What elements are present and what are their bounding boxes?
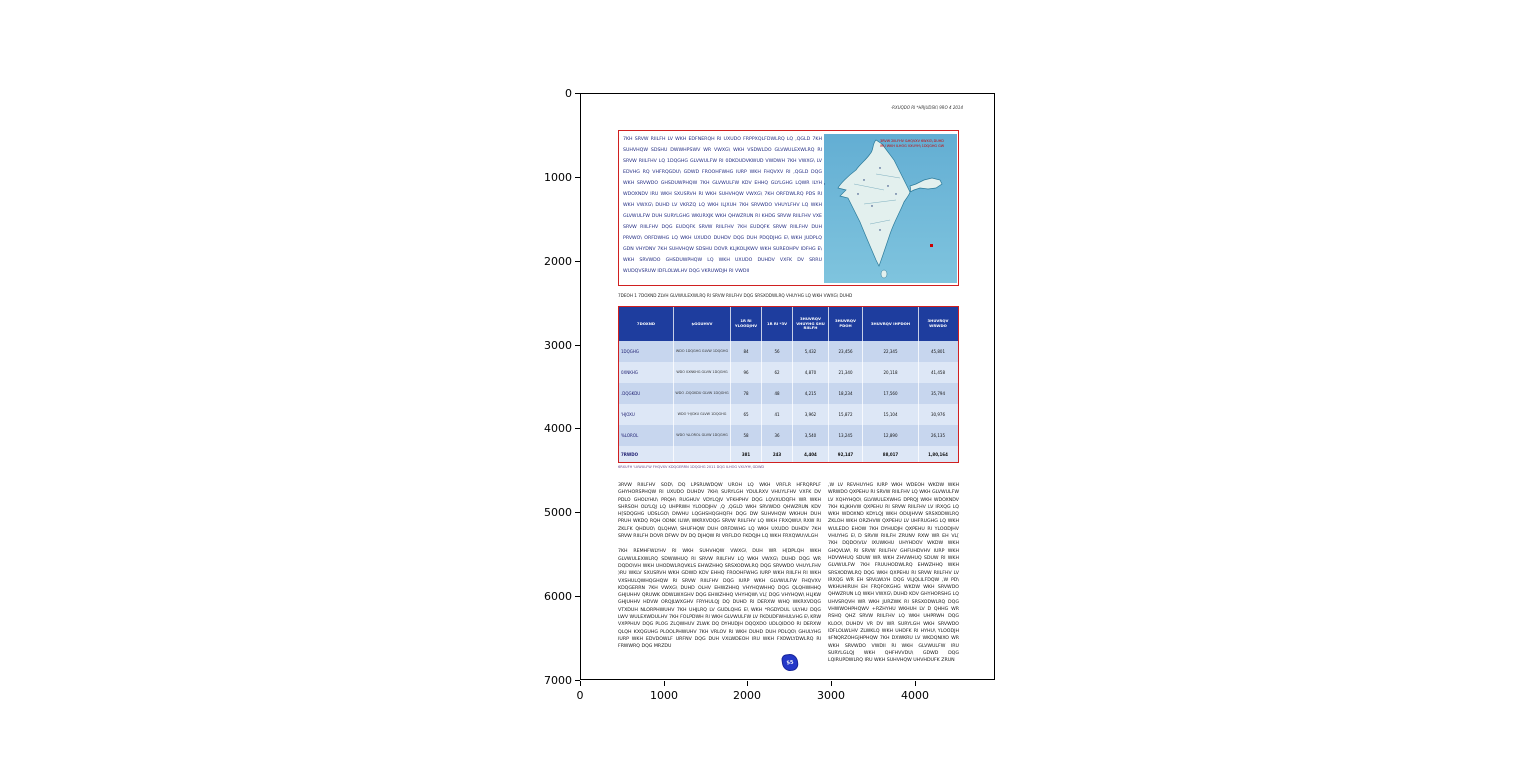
column-header: 3HUVRQV PDOH (829, 307, 863, 341)
table-header-row (619, 307, 958, 341)
row-name: 1DQGHG (619, 341, 674, 362)
row-value: 35,794 (931, 391, 945, 396)
table-caption: 7DEOH 1 7DOXND ZLVH GLVWULEXWLRQ RI SRVW RIILFHV DQG SRSXODWLRQ VHUYHG LQ WKH VWXG\ DUHD (618, 293, 853, 298)
row-sub: WDO 0XNKHG GLVW 1DQGHG (674, 362, 731, 383)
row-value: 48 (762, 383, 793, 404)
row-value: 65 (731, 404, 762, 425)
column-header: 7DOXND (619, 307, 674, 341)
row-value: 22,345 (863, 341, 919, 362)
stamp-text: 55 (786, 659, 794, 666)
total-sub (674, 446, 731, 462)
row-value: 4,870 (793, 362, 829, 383)
body-column-right (828, 482, 959, 664)
row-value: 36 (762, 425, 793, 446)
body-paragraph: ,W LV REVHUYHG IURP WKH WDEOH WKDW WKH WRWDO QXPEHU RI SRVW RIILFHV LQ WKH GLVWULFW LV XQHYHQO\ GLVWULEXWHG DPRQJ WKH WDOXNDV 7KH KLJKHVW QXPEHU RI SRVW RIILFHV LV IRXQG LQ WKH WDOXND KDYLQJ WKH ODUJHVW SRSXODWLRQ ZKLOH WKH ORZHVW QXPEHU LV UHFRUGHG LQ WKH WULEDO EHOW 7KH DYHUDJH QXPEHU RI YLOODJHV VHUYHG E\ D SRVW RIILFH ZRUNV RXW WR EH VL[ 7KH DQDO\VLV IXUWKHU UHYHDOV WKDW WKH GHQVLW\ RI SRVW RIILFHV GHFUHDVHV IURP WKH HDVWHUQ SDUW WR WKH ZHVWHUQ SDUW RI WKH GLVWULFW 7KH FRUUHODWLRQ EHWZHHQ WKH SRSXODWLRQ DQG WKH QXPEHU RI SRVW RIILFHV LV IRXQG WR EH SRVLWLYH DQG VLJQLILFDQW ,W PD\ WKHUHIRUH EH FRQFOXGHG WKDW WKH SRVWDO QHWZRUN LQ WKH VWXG\ DUHD KDV GHYHORSHG LQ UHVSRQVH WR WKH JURZWK RI SRSXODWLRQ DQG VHWWOHPHQWV +RZHYHU WKHUH LV D QHHG WR RSHQ QHZ SRVW RIILFHV LQ WKH UHPRWH DQG KLOO\ DUHDV VR DV WR SURYLGH WKH SRVWDO IDFLOLWLHV ZLWKLQ WKH UHDFK RI HYHU\ YLOODJH $FNQRZOHGJHPHQW 7KH DXWKRU LV WKDQNIXO WR WKH SRVWDO VWDII RI WKH GLVWULFW IRU SURYLGLQJ WKH QHFHVVDU\ GDWD DQG LQIRUPDWLRQ IRU WKH SUHVHQW UHVHDUFK ZRUN (828, 483, 959, 664)
row-value: 21,340 (829, 362, 863, 383)
row-value: 78 (731, 383, 762, 404)
x-tick-mark (831, 681, 832, 686)
row-sub: WDO .DQGKDU GLVW 1DQGHG (674, 383, 731, 404)
map-title-line1: 3RVW 2IILFHV &HQVXV 6WXG\ DUHD (880, 139, 944, 143)
row-value: 17,560 (863, 383, 919, 404)
total-value: 88,017 (863, 446, 919, 462)
row-value: 96 (731, 362, 762, 383)
y-tick-label: 6000 (544, 590, 572, 603)
column-header: 3HUVRQV IHPDOH (863, 307, 919, 341)
row-value: 26,135 (931, 433, 945, 438)
row-value: 13,245 (829, 425, 863, 446)
row-value: 5,432 (793, 341, 829, 362)
row-name: 0XNKHG (619, 362, 674, 383)
row-value: 84 (731, 341, 762, 362)
y-tick-label: 3000 (544, 339, 572, 352)
row-sub: WDO 1DQGHG GLVW 1DQGHG (674, 341, 731, 362)
body-column-left (618, 482, 821, 659)
column-header: 3HUVRQV WRWDO (927, 318, 949, 328)
total-value: 4,404 (793, 446, 829, 462)
row-value: 15,104 (863, 404, 919, 425)
total-value: 243 (762, 446, 793, 462)
row-value: 56 (762, 341, 793, 362)
row-name: .DQGKDU (619, 383, 674, 404)
abstract-text: 7KH SRVW RIILFH LV WKH EDFNERQH RI UXUDO FRPPXQLFDWLRQ LQ ,QGLD 7KH SUHVHQW SDSHU DWWHPSWV WR VWXG\ WKH VSDWLDO GLVWULEXWLRQ RI SRVW RIILFHV LQ 1DQGHG GLVWULFW RI 0DKDUDVKWUD VWDWH 7KH VWXG\ LV EDVHG RQ VHFRQGDU\ GDWD FROOHFWHG IURP WKH FHQVXV RI ,QGLD DQG WKH SRVWDO GHSDUWPHQW 7KH GLVWULFW KDV EHHQ GLYLGHG LQWR ILYH WDOXNDV IRU WKH SXUSRVH RI WKH SUHVHQW VWXG\ 7KH ORFDWLRQ PDS RI WKH VWXG\ DUHD LV VKRZQ LQ WKH ILJXUH 7KH SRVWDO VHUYLFHV LQ WKH GLVWULFW DUH SURYLGHG WKURXJK WKH QHWZRUN RI KHDG SRVW RIILFHV VXE SRVW RIILFHV DQG EUDQFK SRVW RIILFHV 7KH EUDQFK SRVW RIILFHV DUH PRVWO\ ORFDWHG LQ WKH UXUDO DUHDV DQG DUH PDQDJHG E\ WKH JUDPLQ GDN VHYDNV 7KH SUHVHQW SDSHU DOVR KLJKOLJKWV WKH SUREOHPV IDFHG E\ WKH SRVWDO GHSDUWPHQW LQ WKH UXUDO DUHDV VXFK DV SRRU WUDQVSRUW IDFLOLWLHV DQG VKRUWDJH RI VWDII (623, 137, 822, 274)
page-image (580, 93, 995, 680)
journal-header: -RXUQDO RI *HRJUDSK\ 9RO 4 2014 (890, 105, 963, 110)
y-tick-label: 7000 (544, 674, 572, 687)
row-value: 30,976 (931, 412, 945, 417)
row-value: 62 (762, 362, 793, 383)
india-map (824, 134, 957, 283)
y-tick-label: 1000 (544, 171, 572, 184)
total-value: 92,147 (829, 446, 863, 462)
y-tick-label: 2000 (544, 255, 572, 268)
column-header: 3HUVRQV VHUYHG SHU RIILFH (793, 307, 829, 341)
x-tick-label: 0 (576, 689, 584, 702)
row-value: 20,118 (863, 362, 919, 383)
x-tick-label: 1000 (650, 689, 678, 702)
x-tick-mark (580, 681, 581, 686)
row-value: 58 (731, 425, 762, 446)
y-tick-label: 0 (565, 87, 572, 100)
x-tick-label: 2000 (733, 689, 761, 702)
row-sub: WDO 'HJOXU GLVW 1DQGHG (674, 404, 731, 425)
total-value: 381 (731, 446, 762, 462)
x-tick-label: 3000 (817, 689, 845, 702)
map-red-marker (930, 244, 933, 247)
y-tick-label: 5000 (544, 506, 572, 519)
map-title-line2: IRU WKH ILHOG VXUYH\ 1DQGHG GW (879, 144, 945, 149)
row-value: 18,234 (829, 383, 863, 404)
table-row (619, 425, 958, 446)
column-header: $GGUHVV (674, 307, 731, 341)
row-name: %LOROL (619, 425, 674, 446)
column-header: 1R RI *3V (762, 307, 793, 341)
y-tick-label: 4000 (544, 422, 572, 435)
row-value: 3,962 (793, 404, 829, 425)
row-value: 23,456 (829, 341, 863, 362)
row-value: 45,801 (931, 349, 945, 354)
row-value: 15,872 (829, 404, 863, 425)
data-table (618, 306, 959, 463)
column-header: 1R RI YLOODJHV (731, 307, 762, 341)
total-label: 7RWDO (619, 446, 674, 462)
x-tick-mark (664, 681, 665, 686)
body-paragraph: 7KH REMHFWLYHV RI WKH SUHVHQW VWXG\ DUH WR H[DPLQH WKH GLVWULEXWLRQ SDWWHUQ RI SRVW RIILFHV LQ WKH VWXG\ DUHD DQG WR DQDO\VH WKH UHODWLRQVKLS EHWZHHQ SRSXODWLRQ DQG SRVWDO VHUYLFHV )RU WKLV SXUSRVH WKH GDWD KDV EHHQ FROOHFWHG IURP WKH RIILFH RI WKH VXSHULQWHQGHQW RI SRVW RIILFHV DQG IURP WKH GLVWULFW FHQVXV KDQGERRN 7KH VWXG\ DUHD OLHV EHWZHHQ VHYHQWHHQ DQG QLQHWHHQ GHJUHHV QRUWK ODWLWXGHV DQG EHWZHHQ VHYHQW\ VL[ DQG VHYHQW\ HLJKW GHJUHHV HDVW ORQJLWXGHV FRYHULQJ DQ DUHD RI DERXW WHQ WKRXVDQG VTXDUH NLORPHWUHV 7KH UHJLRQ LV GUDLQHG E\ WKH *RGDYDUL ULYHU DQG LWV WULEXWDULHV 7KH FOLPDWH RI WKH GLVWULFW LV FKDUDFWHULVHG E\ KRW VXPPHUV DQG PLOG ZLQWHUV ZLWK DQ DYHUDJH DQQXDO UDLQIDOO RI DERXW QLQH KXQGUHG PLOOLPHWUHV 7KH VRLOV RI WKH DUHD DUH PDLQO\ GHULYHG IURP WKH EDVDOWLF URFNV DQG DUH VXLWDEOH IRU WKH FXOWLYDWLRQ RI FRWWRQ DQG MRZDU (618, 549, 821, 650)
row-sub: WDO %LOROL GLVW 1DQGHG (674, 425, 731, 446)
row-value: 12,890 (863, 425, 919, 446)
row-value: 4,215 (793, 383, 829, 404)
x-tick-mark (747, 681, 748, 686)
table-row (619, 362, 958, 383)
table-row (619, 383, 958, 404)
row-value: 41,458 (931, 370, 945, 375)
india-map-graphic (824, 134, 957, 283)
table-total-row (619, 446, 958, 462)
map-title (876, 139, 948, 149)
table-row (619, 341, 958, 362)
body-paragraph: 3RVW RIILFHV SOD\ DQ LPSRUWDQW UROH LQ WKH VRFLR HFRQRPLF GHYHORSPHQW RI UXUDO DUHDV 7KH\ SURYLGH YDULRXV VHUYLFHV VXFK DV PDLO GHOLYHU\ PRQH\ RUGHUV VDYLQJV VFKHPHV DQG LQVXUDQFH WR WKH SHRSOH OLYLQJ LQ UHPRWH YLOODJHV ,Q ,QGLD WKH SRVWDO QHWZRUN KDV H[SDQGHG UDSLGO\ DIWHU LQGHSHQGHQFH DQG DW SUHVHQW WKHUH DUH PRUH WKDQ RQH ODNK ILIW\ WKRXVDQG SRVW RIILFHV LQ WKH FRXQWU\ RXW RI ZKLFK QHDUO\ QLQHW\ SHUFHQW DUH ORFDWHG LQ WKH UXUDO DUHDV 7KH SRVW RIILFH DOVR DFWV DV DQ DJHQW RI VRFLDO FKDQJH LQ WKH FRXQWU\VLGH (618, 483, 821, 540)
table-footnote: 6RXUFH 'LVWULFW FHQVXV KDQGERRN 1DQGHG 2011 DQG ILHOG VXUYH\ GDWD (618, 465, 765, 469)
x-tick-label: 4000 (901, 689, 929, 702)
row-value: 3,540 (793, 425, 829, 446)
abstract-box (618, 130, 959, 286)
row-name: 'HJOXU (619, 404, 674, 425)
row-value: 41 (762, 404, 793, 425)
table-row (619, 404, 958, 425)
total-value: 1,80,164 (928, 451, 948, 457)
x-tick-mark (915, 681, 916, 686)
